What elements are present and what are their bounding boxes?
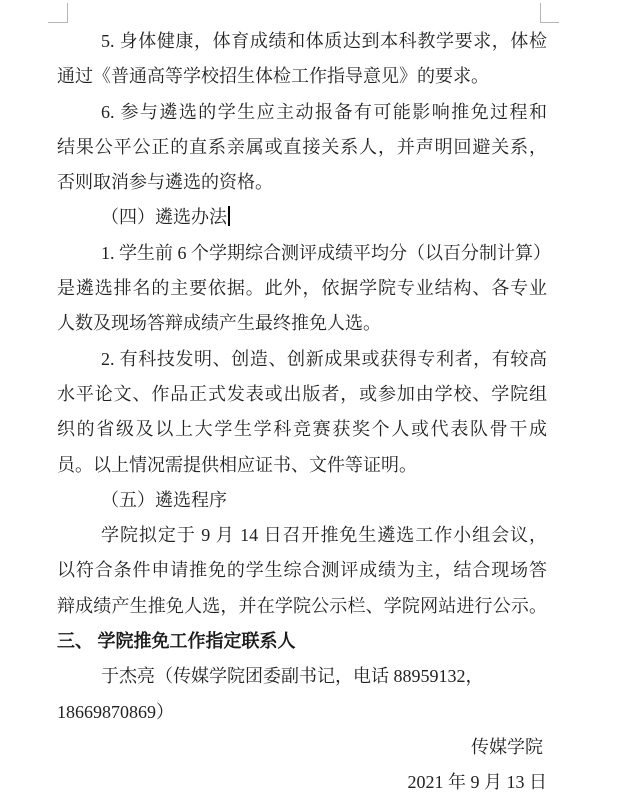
contact-info-line[interactable]: 18669870869） [57,701,174,722]
date-line[interactable]: 2021 年 9 月 13 日 [407,772,547,793]
doc-line[interactable]: 辩成绩产生推免人选，并在学院公示栏、学院网站进行公示。 [57,595,547,616]
contact-info-line[interactable]: 于杰亮（传媒学院团委副书记，电话 88959132， [101,666,484,687]
text-cursor [228,206,230,226]
doc-line[interactable]: 员。以上情况需提供相应证书、文件等证明。 [57,454,417,475]
doc-line[interactable]: 2. 有科技发明、创造、创新成果或获得专利者，有较高 [101,348,547,369]
doc-line[interactable]: 织的省级及以上大学生学科竞赛获奖个人或代表队骨干成 [57,419,547,440]
doc-line[interactable]: 以符合条件申请推免的学生综合测评成绩为主，结合现场答 [57,560,547,581]
doc-line[interactable]: 5. 身体健康，体育成绩和体质达到本科教学要求，体检 [101,31,547,51]
signature-line[interactable]: 传媒学院 [471,736,543,757]
section-heading-contact-person[interactable]: 三、 学院推免工作指定联系人 [57,631,296,652]
doc-line[interactable]: 水平论文、作品正式发表或出版者，或参加由学校、学院组 [57,383,547,404]
document-text-area[interactable] [57,24,551,801]
doc-line[interactable]: 1. 学生前 6 个学期综合测评成绩平均分（以百分制计算） [101,242,551,263]
subsection-heading-label: （四）遴选办法 [101,207,227,228]
margin-crop-mark-top-right-vertical [540,3,541,23]
doc-line[interactable]: 学院拟定于 9 月 14 日召开推免生遴选工作小组会议， [101,525,547,546]
doc-line[interactable]: 6. 参与遴选的学生应主动报备有可能影响推免过程和 [101,101,547,122]
margin-crop-mark-top-left-horizontal [48,22,68,23]
margin-crop-mark-top-left-vertical [67,3,68,23]
doc-line[interactable]: 人数及现场答辩成绩产生最终推免人选。 [57,313,381,334]
doc-line[interactable]: 是遴选排名的主要依据。此外，依据学院专业结构、各专业 [57,278,547,299]
subsection-heading-selection-procedure[interactable]: （五）遴选程序 [101,489,227,510]
subsection-heading-selection-method[interactable] [57,200,547,235]
margin-crop-mark-top-right-horizontal [540,22,559,23]
doc-line[interactable]: 否则取消参与遴选的资格。 [57,172,273,193]
doc-line[interactable]: 通过《普通高等学校招生体检工作指导意见》的要求。 [57,66,489,87]
doc-line[interactable]: 结果公平公正的直系亲属或直接关系人，并声明回避关系， [57,136,547,157]
